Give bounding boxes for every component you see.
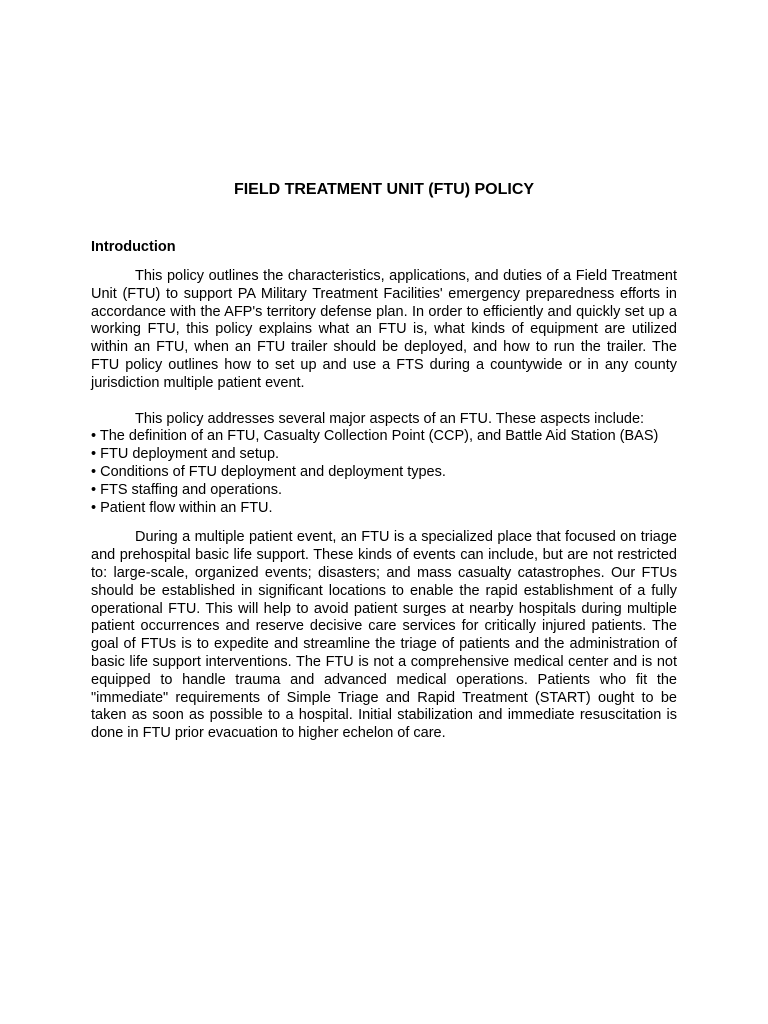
- event-paragraph: During a multiple patient event, an FTU is a specialized place that focused on triage and prehospital basic life support. These kinds of events can include, but are not restricted to: large-scale, organized events; disasters; and mass casualty catastrophes. Our FTUs should be established in significant locations to enable the rapid establishment of a fully operational FTU. This will help to avoid patient surges at nearby hospitals during multiple patient occurrences and reserve decisive care services for critically injured patients. The goal of FTUs is to expedite and streamline the triage of patients and the administration of basic life support interventions. The FTU is not a comprehensive medical center and is not equipped to handle trauma and advanced medical operations. Patients who fit the "immediate" requirements of Simple Triage and Rapid Treatment (START) ought to be taken as soon as possible to a hospital. Initial stabilization and immediate resuscitation is done in FTU prior evacuation to higher echelon of care.: [91, 529, 677, 742]
- list-item: • FTS staffing and operations.: [91, 481, 282, 498]
- aspects-list: [91, 428, 677, 517]
- document-title: FIELD TREATMENT UNIT (FTU) POLICY: [233, 181, 535, 198]
- intro-paragraph: This policy outlines the characteristics, applications, and duties of a Field Treatment Unit (FTU) to support PA Military Treatment Facilities' emergency preparedness efforts in accordance with the AFP's territory defense plan. In order to efficiently and quickly set up a working FTU, this policy explains what an FTU is, what kinds of equipment are utilized within an FTU, when an FTU trailer should be deployed, and how to run the trailer. The FTU policy outlines how to set up and use a FTS during a countywide or in any county jurisdiction multiple patient event.: [91, 268, 677, 391]
- list-item: • Conditions of FTU deployment and deployment types.: [91, 463, 446, 480]
- document-page: [91, 178, 677, 743]
- list-item: • FTU deployment and setup.: [91, 446, 280, 463]
- list-item: • The definition of an FTU, Casualty Collection Point (CCP), and Battle Aid Station (BAS): [91, 428, 659, 445]
- list-item: • Patient flow within an FTU.: [91, 499, 273, 516]
- section-heading: Introduction: [91, 239, 176, 255]
- aspects-intro-paragraph: This policy addresses several major aspects of an FTU. These aspects include:: [135, 410, 645, 427]
